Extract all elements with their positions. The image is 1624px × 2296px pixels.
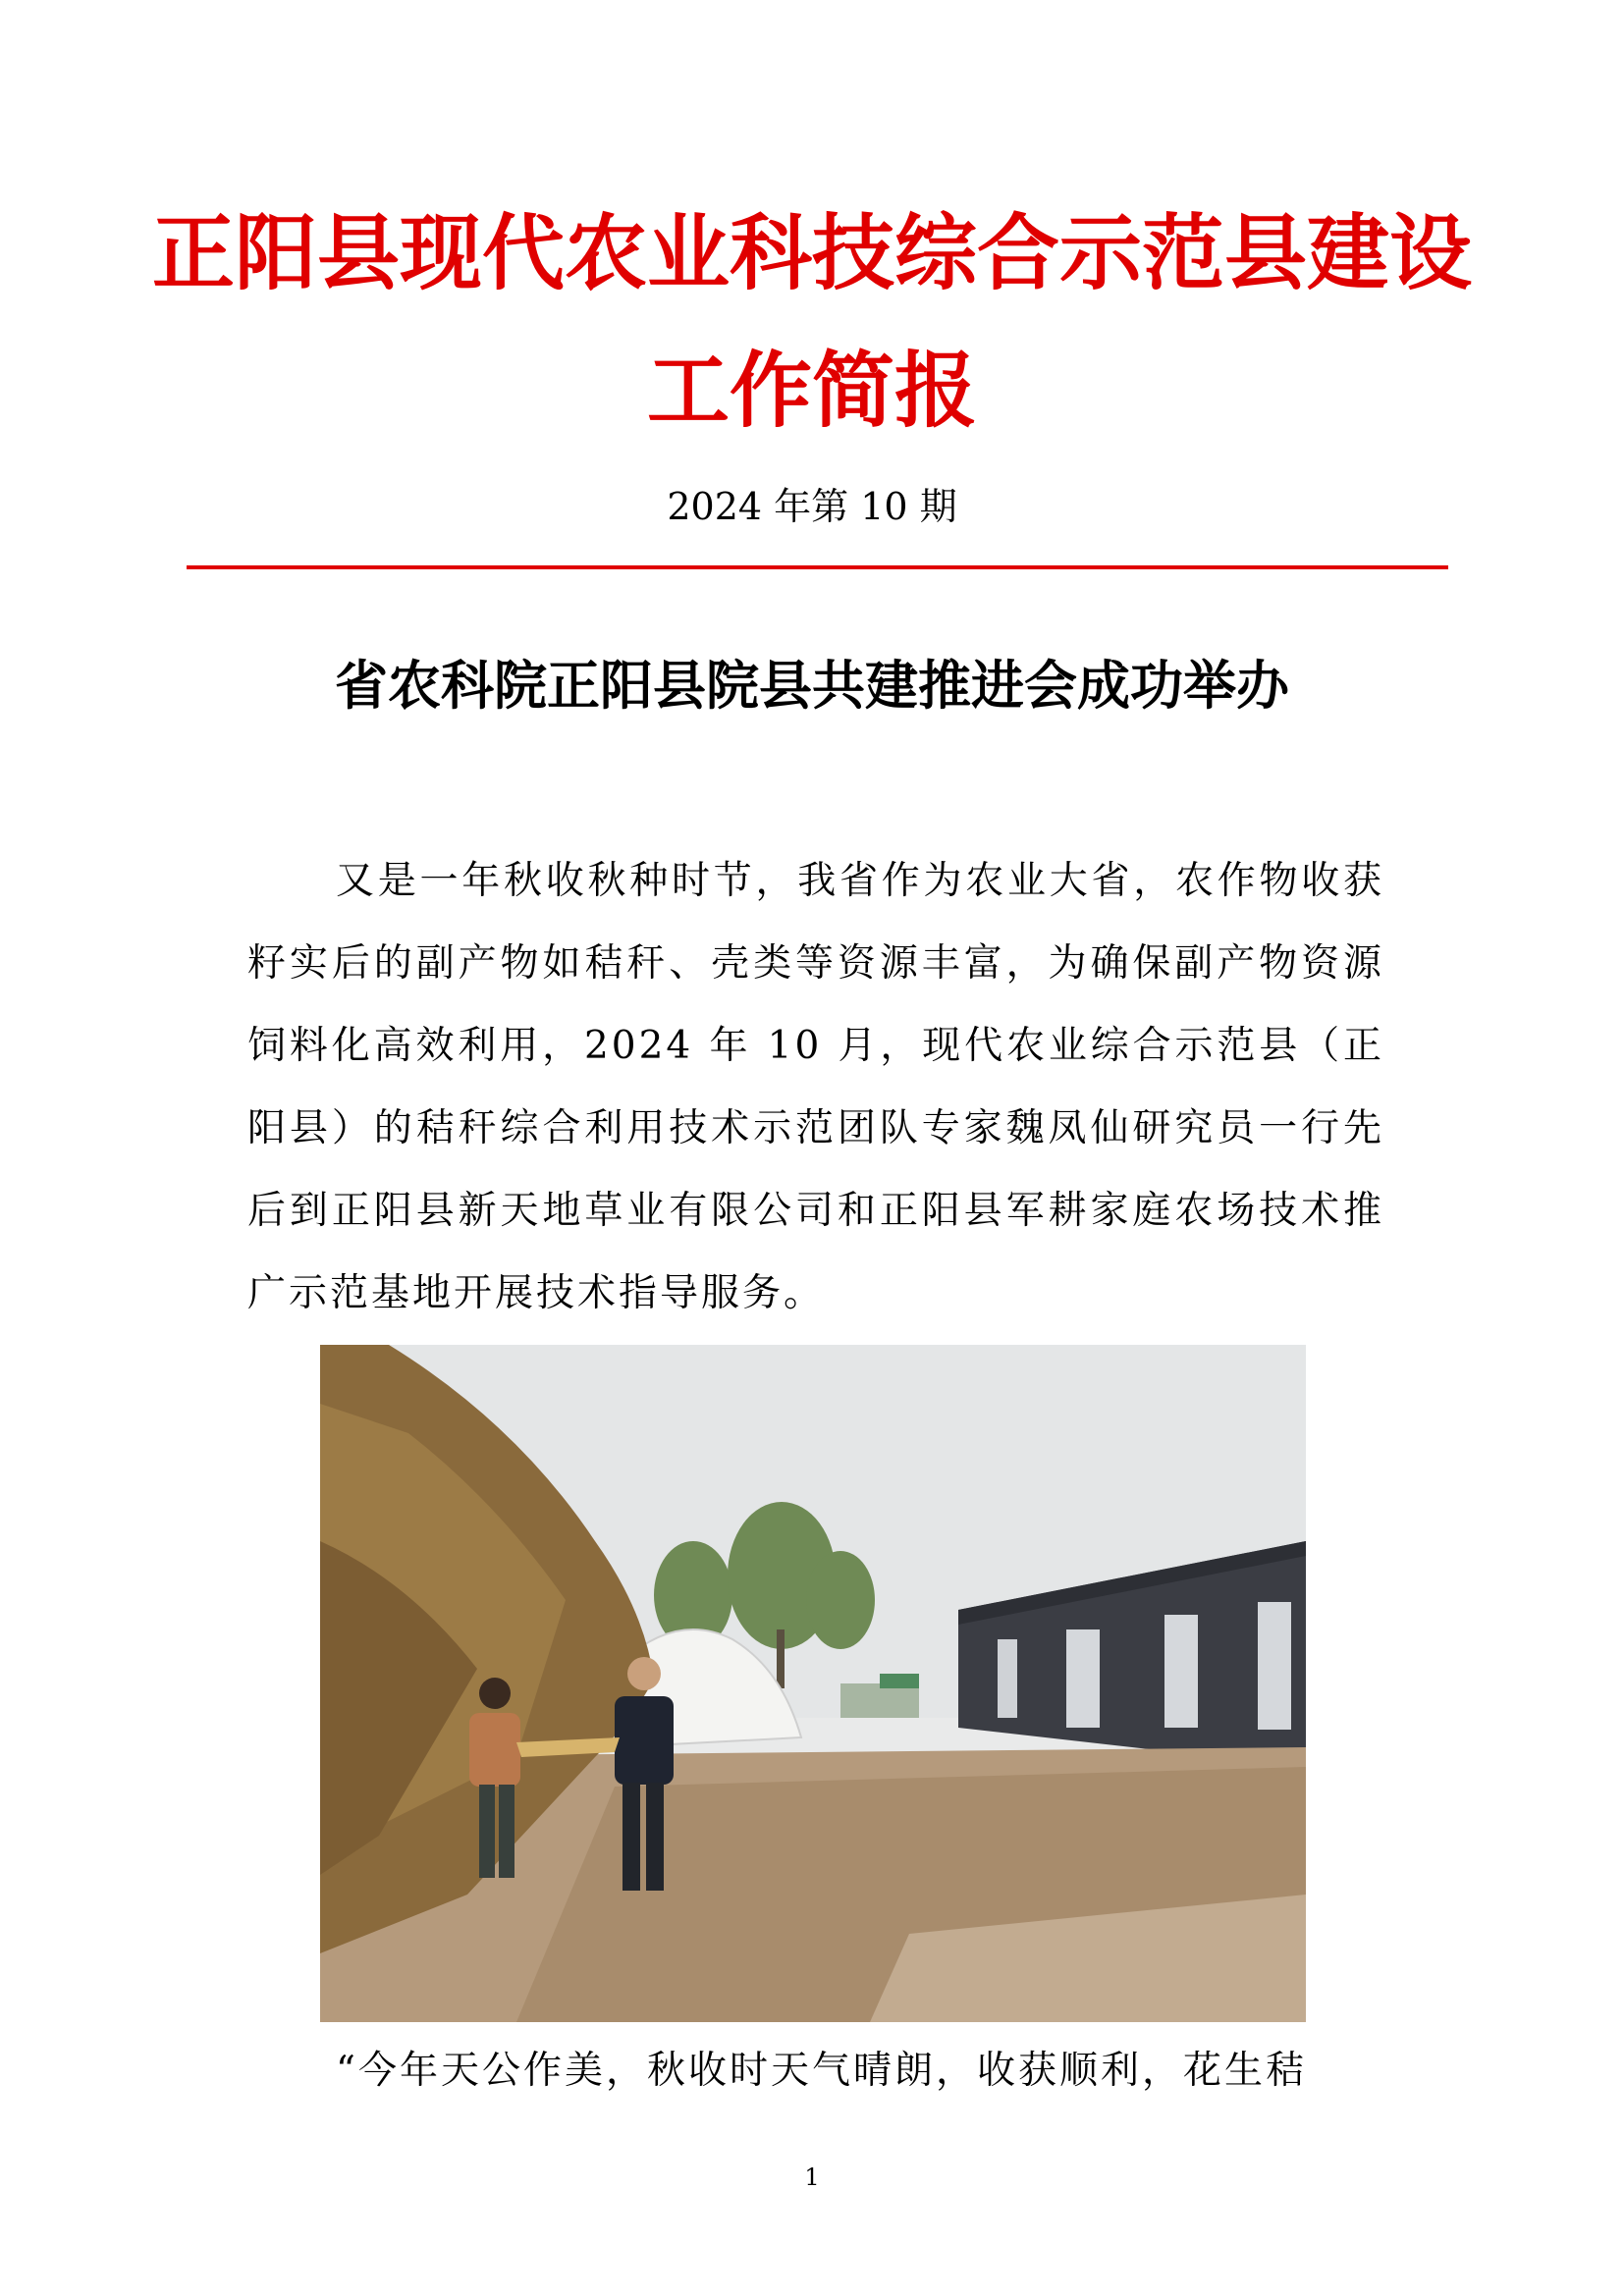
article-title: 省农科院正阳县院县共建推进会成功举办 [335,654,1289,717]
report-title-line-1: 正阳县现代农业科技综合示范县建设 [151,204,1472,301]
article-paragraph-2: “今年天公作美，秋收时天气晴朗，收获顺利，花生秸 [336,2049,1307,2093]
header-divider [187,565,1448,569]
straw-pile-photo-illustration [320,1345,1306,2022]
issue-number: 2024 年第 10 期 [667,485,957,528]
article-paragraph-1: 又是一年秋收秋种时节，我省作为农业大省，农作物收获籽实后的副产物如秸秆、壳类等资源丰富，为确保副产物资源饲料化高效利用，2024 年 10 月，现代农业综合示范县（正阳县）的秸秆综合利用技术示范团队专家魏凤仙研究员一行先后到正阳县新天地草业有限公司和正阳县军耕家庭农场技术推广示范基地开展技术指导服务。 [247,859,1384,1315]
field-photo [320,1345,1306,2022]
report-title-line-2: 工作简报 [646,342,977,439]
page-number: 1 [804,2163,820,2191]
